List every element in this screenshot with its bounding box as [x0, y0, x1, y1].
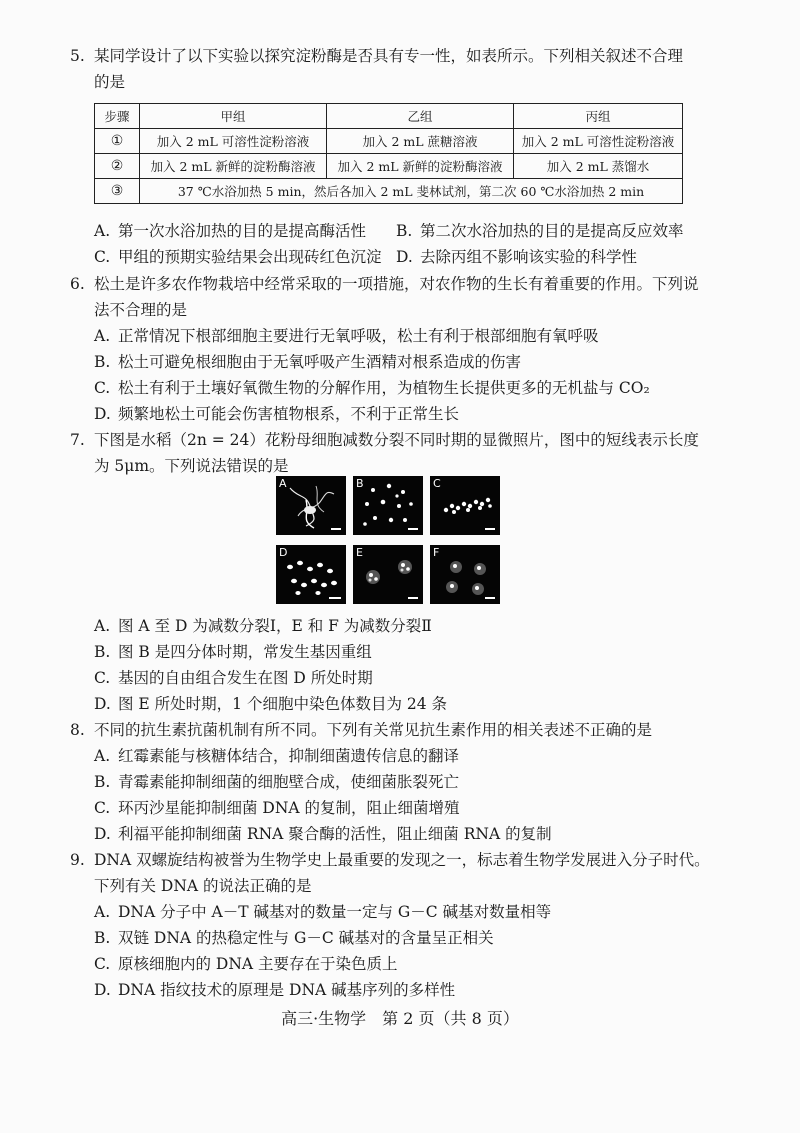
option-label: B.	[94, 353, 111, 371]
micrograph-panel-a	[276, 476, 346, 535]
q9-option-a[interactable]	[94, 901, 551, 923]
q8-option-c[interactable]	[94, 797, 460, 819]
table-header-row	[95, 104, 683, 129]
option-text: 基因的自由组合发生在图 D 所处时期	[118, 669, 373, 687]
q9-number: 9.	[70, 851, 85, 869]
table-cell: 加入 2 mL 蒸馏水	[514, 154, 683, 179]
q5-option-d[interactable]	[396, 246, 637, 268]
option-text: DNA 指纹技术的原理是 DNA 碱基序列的多样性	[118, 981, 456, 999]
scale-bar	[331, 528, 341, 530]
option-label: D.	[396, 248, 413, 266]
option-label: D.	[94, 405, 111, 423]
page-footer: 高三·生物学 第 2 页（共 8 页）	[281, 1009, 519, 1028]
q7-stem-line1	[70, 429, 699, 451]
option-label: C.	[94, 955, 111, 973]
q5-stem-line1	[70, 45, 683, 67]
option-text: 青霉素能抑制细菌的细胞壁合成，使细菌胀裂死亡	[118, 773, 460, 791]
telophase-cells-icon	[430, 545, 500, 604]
q8-number: 8.	[70, 721, 85, 739]
table-cell: 加入 2 mL 可溶性淀粉溶液	[514, 129, 683, 154]
q5-option-a[interactable]	[94, 220, 366, 242]
q6-stem-line1	[70, 273, 699, 295]
option-label: A.	[94, 747, 111, 765]
micrograph-panel-e	[353, 545, 423, 604]
table-header: 乙组	[327, 104, 514, 129]
option-text: 正常情况下根部细胞主要进行无氧呼吸，松土有利于根部细胞有氧呼吸	[118, 327, 599, 345]
option-text: 环丙沙星能抑制细菌 DNA 的复制，阻止细菌增殖	[118, 799, 460, 817]
scale-bar	[485, 528, 495, 530]
micrograph-panel-f	[430, 545, 500, 604]
q6-stem-text: 松土是许多农作物栽培中经常采取的一项措施，对农作物的生长有着重要的作用。下列说	[94, 275, 699, 293]
q5-stem-line2: 的是	[94, 73, 126, 91]
option-label: D.	[94, 825, 111, 843]
q8-option-d[interactable]	[94, 823, 552, 845]
q7-option-d[interactable]	[94, 693, 447, 715]
table-header: 步骤	[95, 104, 140, 129]
q9-option-b[interactable]	[94, 927, 494, 949]
table-cell-step: ①	[95, 129, 140, 154]
q5-experiment-table	[94, 103, 683, 204]
option-label: B.	[94, 929, 111, 947]
option-text: 去除丙组不影响该实验的科学性	[420, 248, 638, 266]
panel-label: A	[279, 477, 287, 490]
table-header: 甲组	[140, 104, 327, 129]
q6-stem-line2: 法不合理的是	[94, 301, 188, 319]
table-cell-step: ③	[95, 179, 140, 204]
option-text: 原核细胞内的 DNA 主要存在于染色质上	[118, 955, 398, 973]
option-text: 甲组的预期实验结果会出现砖红色沉淀	[118, 248, 382, 266]
scale-bar	[408, 597, 418, 599]
q9-stem-text: DNA 双螺旋结构被誉为生物学史上最重要的发现之一，标志着生物学发展进入分子时代。	[94, 851, 710, 869]
table-cell: 加入 2 mL 新鲜的淀粉酶溶液	[140, 154, 327, 179]
table-row	[95, 129, 683, 154]
q7-stem-line2: 为 5μm。下列说法错误的是	[94, 457, 289, 475]
table-cell-step: ②	[95, 154, 140, 179]
table-row	[95, 179, 683, 204]
q8-option-a[interactable]	[94, 745, 459, 767]
option-label: A.	[94, 222, 111, 240]
table-cell: 加入 2 mL 蔗糖溶液	[327, 129, 514, 154]
q7-option-a[interactable]	[94, 615, 432, 637]
option-label: C.	[94, 669, 111, 687]
option-text: 双链 DNA 的热稳定性与 G－C 碱基对的含量呈正相关	[118, 929, 494, 947]
q6-option-d[interactable]	[94, 403, 459, 425]
option-text: 图 E 所处时期，1 个细胞中染色体数目为 24 条	[118, 695, 448, 713]
q6-option-a[interactable]	[94, 325, 599, 347]
option-label: C.	[94, 248, 111, 266]
option-text: 利福平能抑制细菌 RNA 聚合酶的活性，阻止细菌 RNA 的复制	[118, 825, 552, 843]
two-nuclei-icon	[353, 545, 423, 604]
table-cell: 加入 2 mL 可溶性淀粉溶液	[140, 129, 327, 154]
option-label: D.	[94, 981, 111, 999]
q5-option-b[interactable]	[396, 220, 684, 242]
panel-label: D	[279, 546, 288, 559]
q9-stem-line2: 下列有关 DNA 的说法正确的是	[94, 877, 312, 895]
panel-label: B	[356, 477, 364, 490]
table-header: 丙组	[514, 104, 683, 129]
option-label: B.	[396, 222, 413, 240]
q6-option-b[interactable]	[94, 351, 521, 373]
option-label: C.	[94, 379, 111, 397]
option-text: 图 B 是四分体时期，常发生基因重组	[118, 643, 372, 661]
table-cell: 加入 2 mL 新鲜的淀粉酶溶液	[327, 154, 514, 179]
q7-option-b[interactable]	[94, 641, 372, 663]
scale-bar	[329, 597, 341, 599]
option-text: 松土可避免根细胞由于无氧呼吸产生酒精对根系造成的伤害	[118, 353, 522, 371]
q7-number: 7.	[70, 431, 85, 449]
panel-label: E	[356, 546, 363, 559]
option-label: A.	[94, 903, 111, 921]
scale-bar	[408, 528, 418, 530]
option-label: A.	[94, 327, 111, 345]
option-label: C.	[94, 799, 111, 817]
option-text: 红霉素能与核糖体结合，抑制细菌遗传信息的翻译	[118, 747, 460, 765]
q9-stem-line1	[70, 849, 710, 871]
q8-option-b[interactable]	[94, 771, 459, 793]
q7-stem-text: 下图是水稻（2n = 24）花粉母细胞减数分裂不同时期的显微照片，图中的短线表示长度	[94, 431, 699, 449]
q9-option-d[interactable]	[94, 979, 455, 1001]
micrograph-panel-c	[430, 476, 500, 535]
q7-option-c[interactable]	[94, 667, 373, 689]
option-text: 图 A 至 D 为减数分裂Ⅰ，E 和 F 为减数分裂Ⅱ	[118, 617, 432, 635]
option-text: DNA 分子中 A－T 碱基对的数量一定与 G－C 碱基对数量相等	[118, 903, 552, 921]
panel-label: F	[433, 546, 440, 559]
q5-stem-text: 某同学设计了以下实验以探究淀粉酶是否具有专一性，如表所示。下列相关叙述不合理	[94, 47, 684, 65]
option-label: B.	[94, 773, 111, 791]
micrograph-panel-b	[353, 476, 423, 535]
q8-stem-line1	[70, 719, 652, 741]
option-text: 第二次水浴加热的目的是提高反应效率	[420, 222, 684, 240]
option-text: 频繁地松土可能会伤害植物根系，不利于正常生长	[118, 405, 460, 423]
option-label: A.	[94, 617, 111, 635]
option-text: 松土有利于土壤好氧微生物的分解作用，为植物生长提供更多的无机盐与 CO₂	[118, 379, 650, 397]
table-cell-merged: 37 ℃水浴加热 5 min，然后各加入 2 mL 斐林试剂，第二次 60 ℃水浴加热 2 min	[140, 179, 683, 204]
q6-number: 6.	[70, 275, 85, 293]
panel-label: C	[433, 477, 441, 490]
q8-stem-text: 不同的抗生素抗菌机制有所不同。下列有关常见抗生素作用的相关表述不正确的是	[94, 721, 653, 739]
option-text: 第一次水浴加热的目的是提高酶活性	[118, 222, 367, 240]
option-label: B.	[94, 643, 111, 661]
q6-option-c[interactable]	[94, 377, 650, 399]
q5-option-c[interactable]	[94, 246, 382, 268]
scale-bar	[485, 597, 495, 599]
table-row	[95, 154, 683, 179]
micrograph-panel-d	[276, 545, 346, 604]
option-label: D.	[94, 695, 111, 713]
q9-option-c[interactable]	[94, 953, 398, 975]
q5-number: 5.	[70, 47, 85, 65]
